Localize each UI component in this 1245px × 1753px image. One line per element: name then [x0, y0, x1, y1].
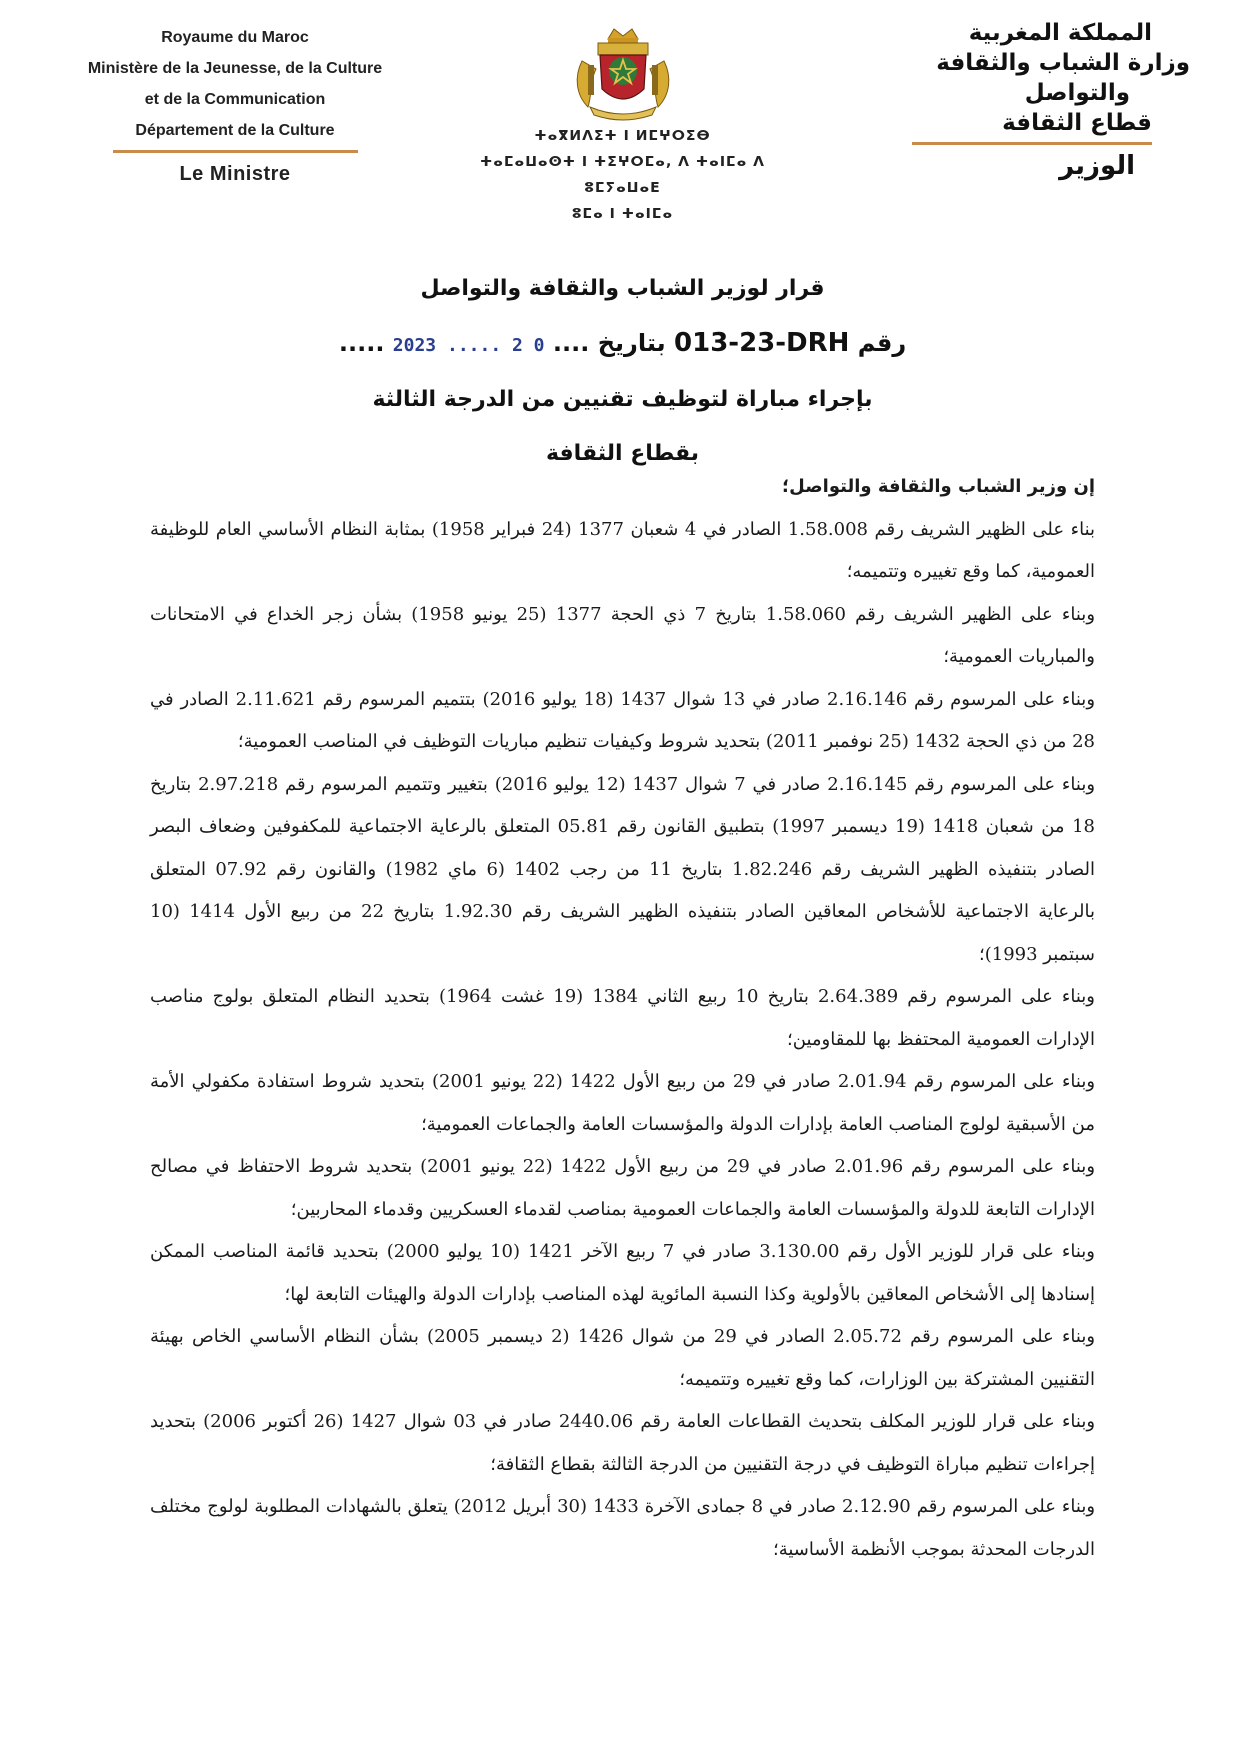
date-stamp: 2023 ..... 2 0: [392, 335, 545, 356]
kingdom-name-ar: المملكة المغربية: [968, 20, 1152, 46]
paragraph: وبناء على المرسوم رقم 2.01.94 صادر في 29 من ربيع الأول 1422 (22 يونيو 2001) بتحديد شروط استفادة مكفولي الأمة من الأسبقية لولوج المناصب العامة بإدارات الدولة والمؤسسات العامة والجماعات العمومية؛: [150, 1071, 1096, 1135]
ministry-name-ar-2: والتواصل: [1024, 80, 1130, 106]
minister-title-fr: Le Ministre: [179, 163, 291, 185]
decision-title: قرار لوزير الشباب والثقافة والتواصل: [420, 276, 825, 301]
ministry-name-fr-2: et de la Communication: [144, 91, 326, 108]
paragraph: وبناء على المرسوم رقم 2.16.145 صادر في 7 شوال 1437 (12 يوليو 2016) بتغيير وتتميم المرسوم رقم 2.97.218 بتاريخ 18 من شعبان 1418 (19 ديسمبر 1997) بتطبيق القانون رقم 05.81 المتعلق بالرعاية الاجتماعية للمكفوفين وضعاف البصر الصادر بتنفيذه الظهير الشريف رقم 1.82.246 بتاريخ 11 من رجب 1402 (6 ماي 1982) والقانون رقم 07.92 المتعلق بالرعاية الاجتماعية للأشخاص المعاقين الصادر بتنفيذه الظهير الشريف رقم 1.92.30 بتاريخ 22 من ربيع الأول 1414 (10 سبتمبر 1993)؛: [150, 773, 1096, 965]
ref-prefix: رقم: [857, 329, 907, 357]
minister-title-ar: الوزير: [1059, 151, 1135, 181]
french-letterhead: [60, 22, 410, 190]
paragraph: وبناء على قرار للوزير المكلف بتحديث القطاعات العامة رقم 2440.06 صادر في 03 شوال 1427 (26 أكتوبر 2006) بتحديد إجراءات تنظيم مباراة التوظيف في درجة التقنيين من الدرجة الثالثة بقطاع الثقافة؛: [150, 1411, 1096, 1475]
tifinagh-ministry: ⵜⴰⵎⴰⵡⴰⵙⵜ ⵏ ⵜⵉⵖⵔⵎⴰ, ⴷ ⵜⴰⵏⵎⴰ ⴷ ⵓⵎⵢⴰⵡⴰⴹ: [480, 154, 765, 196]
decision-title-block: [0, 262, 1245, 481]
paragraph: بناء على الظهير الشريف رقم 1.58.008 الصادر في 4 شعبان 1377 (24 فبراير 1958) بمثابة النظام الأساسي العام للوظيفة العمومية، كما وقع تغييره وتتميمه؛: [150, 518, 1096, 582]
ministry-name-fr-1: Ministère de la Jeunesse, de la Culture: [87, 60, 383, 77]
divider: [113, 150, 358, 153]
department-name-ar: قطاع الثقافة: [1002, 110, 1152, 136]
dots: ....: [552, 329, 590, 357]
paragraph: وبناء على المرسوم رقم 2.64.389 بتاريخ 10 ربيع الثاني 1384 (19 غشت 1964) بتحديد النظام المتعلق بولوج مناصب الإدارات العمومية المحتفظ بها للمقاومين؛: [150, 986, 1095, 1050]
ref-number: 013-23-DRH: [674, 328, 850, 358]
tifinagh-kingdom: ⵜⴰⴳⵍⴷⵉⵜ ⵏ ⵍⵎⵖⵔⵉⴱ: [534, 128, 711, 144]
ref-date-label: بتاريخ: [597, 329, 666, 357]
coat-of-arms-icon: [568, 25, 678, 123]
divider: [912, 142, 1152, 145]
decision-subject-2: بقطاع الثقافة: [545, 441, 700, 466]
document-body: [150, 466, 1095, 1571]
paragraph: وبناء على المرسوم رقم 2.16.146 صادر في 13 شوال 1437 (18 يوليو 2016) بتتميم المرسوم رقم 2.11.621 الصادر في 28 من ذي الحجة 1432 (25 نوفمبر 2011) بتحديد شروط وكيفيات تنظيم مباريات التوظيف في المناصب العمومية؛: [150, 688, 1096, 752]
arabic-letterhead: [890, 18, 1190, 181]
paragraph: وبناء على قرار للوزير الأول رقم 3.130.00 صادر في 7 ربيع الآخر 1421 (10 يوليو 2000) بتحديد قائمة المناصب الممكن إسنادها إلى الأشخاص المعاقين بالأولوية وكذا النسبة المائوية لهذه المناصب بإدارات الدولة والهيئات التابعة لها؛: [150, 1241, 1095, 1305]
emblem-block: [455, 25, 790, 227]
opening-line: إن وزير الشباب والثقافة والتواصل؛: [781, 476, 1095, 497]
department-name-fr: Département de la Culture: [135, 122, 335, 139]
decision-subject-1: بإجراء مباراة لتوظيف تقنيين من الدرجة الثالثة: [372, 387, 873, 412]
paragraph: وبناء على الظهير الشريف رقم 1.58.060 بتاريخ 7 ذي الحجة 1377 (25 يونيو 1958) بشأن زجر الخداع في الامتحانات والمباريات العمومية؛: [150, 603, 1096, 667]
dots: .....: [338, 329, 385, 357]
kingdom-name-fr: Royaume du Maroc: [161, 29, 309, 46]
decision-reference: [0, 316, 1245, 373]
paragraph: وبناء على المرسوم رقم 2.12.90 صادر في 8 جمادى الآخرة 1433 (30 أبريل 2012) يتعلق بالشهادات المطلوبة لولوج مختلف الدرجات المحدثة بموجب الأنظمة الأساسية؛: [150, 1496, 1096, 1560]
letterhead: [0, 0, 1245, 230]
paragraph: وبناء على المرسوم رقم 2.01.96 صادر في 29 من ربيع الأول 1422 (22 يونيو 2001) بتحديد شروط الاحتفاظ في مصالح الإدارات التابعة للدولة والمؤسسات العامة والجماعات العمومية بمناصب لقدماء العسكريين وقدماء المحاربين؛: [150, 1156, 1096, 1220]
ministry-name-ar-1: وزارة الشباب والثقافة: [936, 50, 1190, 76]
tifinagh-department: ⵓⵎⴰ ⵏ ⵜⴰⵏⵎⴰ: [571, 206, 674, 222]
paragraph: وبناء على المرسوم رقم 2.05.72 الصادر في 29 من شوال 1426 (2 ديسمبر 2005) بشأن النظام الأساسي الخاص بهيئة التقنيين المشتركة بين الوزارات، كما وقع تغييره وتتميمه؛: [150, 1326, 1096, 1390]
